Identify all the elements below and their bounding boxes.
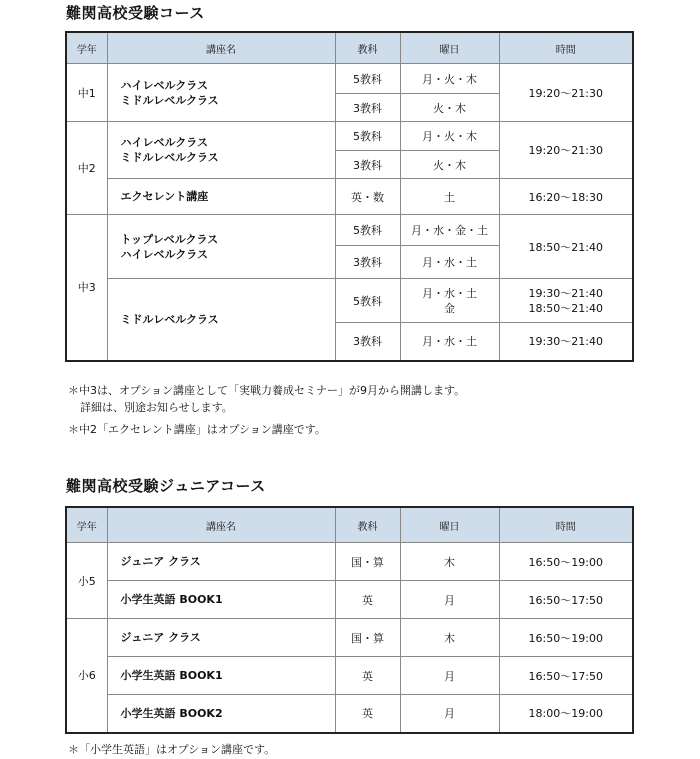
days-cell: 月・水・金・土	[400, 215, 499, 246]
time-cell: 16:50〜19:00	[499, 619, 633, 657]
subject-cell: 3教科	[335, 94, 400, 122]
subject-cell: 国・算	[335, 543, 400, 581]
course-name-cell: ミドルレベルクラス	[107, 279, 335, 361]
subject-cell: 5教科	[335, 279, 400, 323]
time-cell: 18:00〜19:00	[499, 695, 633, 733]
days-cell: 土	[400, 179, 499, 215]
time-cell: 19:20〜21:30	[499, 122, 633, 179]
time-cell: 19:20〜21:30	[499, 64, 633, 122]
table-row	[66, 581, 633, 619]
course-name-cell: 小学生英語 BOOK2	[107, 695, 335, 733]
time-cell: 16:50〜17:50	[499, 581, 633, 619]
header-grade: 学年	[66, 32, 107, 64]
days-cell: 月・水・土	[400, 246, 499, 279]
grade-cell: 中3	[66, 215, 107, 361]
days-cell: 月・火・木	[400, 64, 499, 94]
note-1-detail: 詳細は、別途お知らせします。	[80, 401, 233, 414]
days-cell: 月	[400, 657, 499, 695]
time-cell: 16:50〜17:50	[499, 657, 633, 695]
table-header-row	[66, 32, 633, 64]
subject-cell: 5教科	[335, 215, 400, 246]
subject-cell: 5教科	[335, 64, 400, 94]
header-time: 時間	[499, 507, 633, 543]
subject-cell: 国・算	[335, 619, 400, 657]
course-name-cell: 小学生英語 BOOK1	[107, 581, 335, 619]
grade-cell: 小6	[66, 619, 107, 733]
grade-cell: 中2	[66, 122, 107, 215]
time-cell: 18:50〜21:40	[499, 215, 633, 279]
header-subject: 教科	[335, 32, 400, 64]
header-subject: 教科	[335, 507, 400, 543]
subject-cell: 英・数	[335, 179, 400, 215]
table-header-row	[66, 507, 633, 543]
subject-cell: 英	[335, 695, 400, 733]
table-row	[66, 619, 633, 657]
time-cell: 16:20〜18:30	[499, 179, 633, 215]
table-row	[66, 543, 633, 581]
subject-cell: 3教科	[335, 151, 400, 179]
days-cell: 木	[400, 543, 499, 581]
grade-cell: 小5	[66, 543, 107, 619]
header-days: 曜日	[400, 507, 499, 543]
course2-table	[65, 506, 634, 734]
course-name-cell: トップレベルクラス ハイレベルクラス	[107, 215, 335, 279]
subject-cell: 英	[335, 657, 400, 695]
header-course: 講座名	[107, 507, 335, 543]
days-cell: 月	[400, 695, 499, 733]
time-cell: 16:50〜19:00	[499, 543, 633, 581]
subject-cell: 3教科	[335, 323, 400, 361]
days-cell: 月・水・土 金	[400, 279, 499, 323]
days-cell: 木	[400, 619, 499, 657]
note-1: ＊中3は、オプション講座として「実戦力養成セミナー」が9月から開講します。	[68, 384, 466, 397]
days-cell: 月	[400, 581, 499, 619]
header-grade: 学年	[66, 507, 107, 543]
course1-table	[65, 31, 634, 362]
time-cell: 19:30〜21:40	[499, 323, 633, 361]
subject-cell: 英	[335, 581, 400, 619]
course1-title: 難関高校受験コース	[66, 4, 205, 22]
days-cell: 火・木	[400, 94, 499, 122]
course-name-cell: ジュニア クラス	[107, 619, 335, 657]
subject-cell: 5教科	[335, 122, 400, 151]
header-course: 講座名	[107, 32, 335, 64]
time-cell: 19:30〜21:40 18:50〜21:40	[499, 279, 633, 323]
table-row	[66, 657, 633, 695]
subject-cell: 3教科	[335, 246, 400, 279]
days-cell: 月・水・土	[400, 323, 499, 361]
header-time: 時間	[499, 32, 633, 64]
table-row	[66, 695, 633, 733]
note-2: ＊中2「エクセレント講座」はオプション講座です。	[68, 423, 326, 436]
header-days: 曜日	[400, 32, 499, 64]
grade-cell: 中1	[66, 64, 107, 122]
course-name-cell: ハイレベルクラス ミドルレベルクラス	[107, 122, 335, 179]
course-name-cell: ハイレベルクラス ミドルレベルクラス	[107, 64, 335, 122]
days-cell: 火・木	[400, 151, 499, 179]
table-row	[66, 279, 633, 323]
table-row	[66, 122, 633, 151]
table-row	[66, 215, 633, 246]
course-name-cell: エクセレント講座	[107, 179, 335, 215]
days-cell: 月・火・木	[400, 122, 499, 151]
table-row	[66, 179, 633, 215]
course-name-cell: 小学生英語 BOOK1	[107, 657, 335, 695]
note-3: ＊「小学生英語」はオプション講座です。	[68, 743, 276, 756]
course2-title: 難関高校受験ジュニアコース	[66, 477, 266, 495]
course-name-cell: ジュニア クラス	[107, 543, 335, 581]
table-row	[66, 64, 633, 94]
